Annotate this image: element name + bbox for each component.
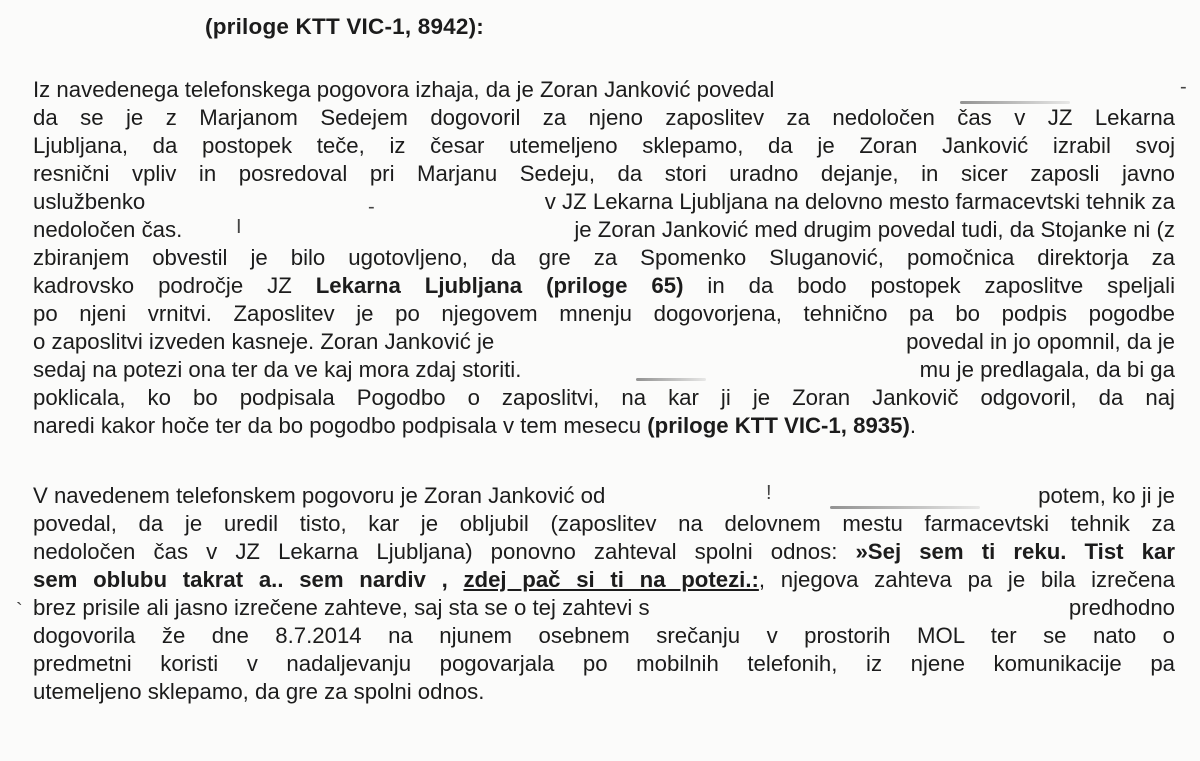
p1-line-10 — [33, 328, 1175, 356]
p1-line-13: naredi kakor hoče ter da bo pogodbo podpisala v tem mesecu (priloge KTT VIC-1, 8935). — [33, 413, 917, 438]
p2-line-1-end: potem, ko ji je — [1038, 483, 1175, 508]
priloge-65-reference: Lekarna Ljubljana (priloge 65) — [315, 273, 684, 298]
p2-line-8: utemeljeno sklepamo, da gre za spolni odnos. — [33, 679, 485, 704]
p1-line-4: resnični vpliv in posredoval pri Marjanu Sedeju, da stori uradno dejanje, in sicer zaposli javno — [33, 161, 1175, 186]
p2-line-6: dogovorila že dne 8.7.2014 na njunem osebnem srečanju v prostorih MOL ter se nato o — [33, 623, 1175, 648]
p2-line-7: predmetni koristi v nadaljevanju pogovarjala po mobilnih telefonih, iz njene komunikacije pa — [33, 651, 1175, 676]
p1-line-5-end: v JZ Lekarna Ljubljana na delovno mesto farmacevtski tehnik za — [544, 189, 1175, 214]
p1-line-11-start: sedaj na potezi ona ter da ve kaj mora zdaj storiti. — [33, 357, 522, 382]
p2-line-5 — [33, 594, 1175, 622]
p1-line-5-start: uslužbenko — [33, 189, 146, 214]
quoted-statement-middle: sem oblubu takrat a.. sem nardiv , — [33, 567, 464, 592]
redaction-mark — [636, 378, 706, 381]
p1-line-6 — [33, 216, 1175, 244]
redaction-remnant: - — [368, 196, 375, 218]
p1-line-8: kadrovsko področje JZ Lekarna Ljubljana (priloge 65) in da bodo postopek zaposlitve speljali — [33, 273, 1175, 298]
p1-line-5 — [33, 188, 1175, 216]
p1-line-6-end: je Zoran Janković med drugim povedal tudi, da Stojanke ni (z — [574, 217, 1175, 242]
redaction-remnant: I — [236, 216, 242, 238]
p2-line-5-start: brez prisile ali jasno izrečene zahteve, saj sta se o tej zahtevi s — [33, 595, 650, 620]
redaction-mark — [830, 506, 980, 509]
stray-mark: ` — [16, 600, 23, 622]
p1-line-10-end: povedal in jo opomnil, da je — [906, 329, 1175, 354]
p2-line-3: nedoločen čas v JZ Lekarna Ljubljana) ponovno zahteval spolni odnos: »Sej sem ti reku. Tist kar — [33, 539, 1175, 564]
quoted-statement-underlined: zdej pač si ti na potezi.: — [463, 567, 759, 592]
stray-mark: - — [1180, 76, 1187, 98]
ktt-8935-reference: (priloge KTT VIC-1, 8935) — [647, 413, 910, 438]
p2-line-1 — [33, 482, 1175, 510]
redaction-remnant: ! — [766, 482, 772, 504]
evidence-reference-heading: (priloge KTT VIC-1, 8942): — [205, 14, 484, 39]
p1-line-6-start: nedoločen čas. — [33, 217, 183, 242]
p1-line-3: Ljubljana, da postopek teče, iz česar utemeljeno sklepamo, da je Zoran Janković izrabil svoj — [33, 133, 1175, 158]
p2-line-4: sem oblubu takrat a.. sem nardiv , zdej pač si ti na potezi.:, njegova zahteva pa je bila izrečena — [33, 567, 1175, 592]
p1-line-11 — [33, 356, 1175, 384]
p2-line-5-end: predhodno — [1068, 595, 1175, 620]
p1-line-10-start: o zaposlitvi izveden kasneje. Zoran Janković je — [33, 329, 495, 354]
quoted-statement-start: »Sej sem ti reku. Tist kar — [855, 539, 1175, 564]
p1-line-11-end: mu je predlagala, da bi ga — [919, 357, 1175, 382]
p1-line-12: poklicala, ko bo podpisala Pogodbo o zaposlitvi, na kar ji je Zoran Jankovič odgovoril, da naj — [33, 385, 1175, 410]
p2-line-1-start: V navedenem telefonskem pogovoru je Zoran Janković od — [33, 483, 606, 508]
p1-line-9: po njeni vrnitvi. Zaposlitev je po njegovem mnenju dogovorjena, tehnično pa bo podpis pogodbe — [33, 301, 1175, 326]
p1-line-7: zbiranjem obvestil je bilo ugotovljeno, da gre za Spomenko Sluganović, pomočnica direktorja za — [33, 245, 1175, 270]
p1-line-1: Iz navedenega telefonskega pogovora izhaja, da je Zoran Janković povedal — [33, 77, 775, 102]
p1-line-2: da se je z Marjanom Sedejem dogovoril za njeno zaposlitev za nedoločen čas v JZ Lekarna — [33, 105, 1175, 130]
p2-line-2: povedal, da je uredil tisto, kar je obljubil (zaposlitev na delovnem mestu farmacevtski tehnik za — [33, 511, 1175, 536]
